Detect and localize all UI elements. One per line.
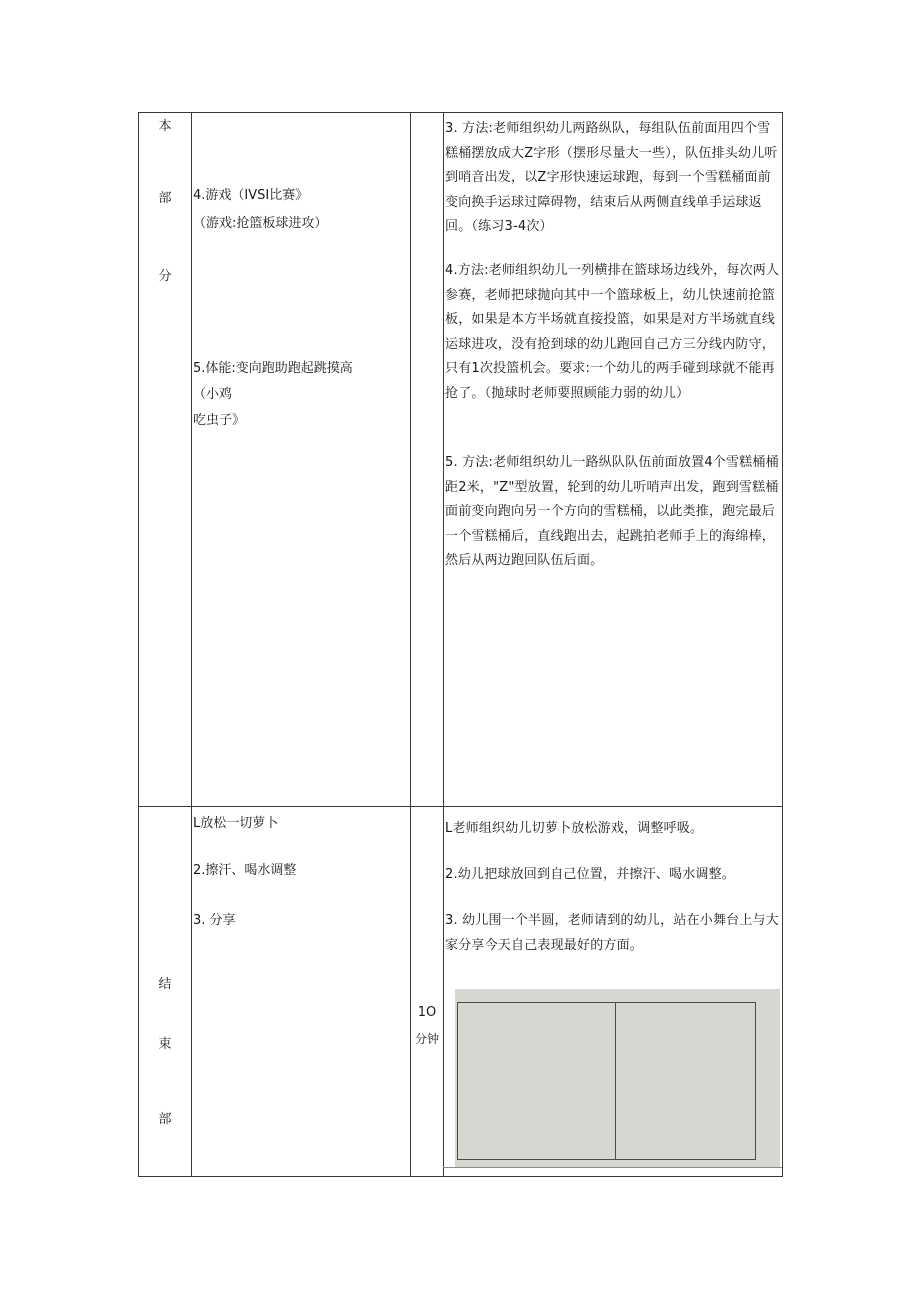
activity-fitness-title: 5.体能:变向跑助跑起跳摸高 <box>193 361 353 376</box>
section-label-char: 束 <box>158 1037 172 1052</box>
end-method-paragraph: 2.幼儿把球放回到自己位置，并擦汗、喝水调整。 <box>445 867 736 882</box>
embedded-figure-frame <box>457 1002 756 1160</box>
column-divider <box>191 113 192 1176</box>
method-paragraph: 5. 方法:老师组织幼儿一路纵队队伍前面放置4个雪糕桶桶距2米，"Z"型放置，轮到的幼儿听哨声出发，跑到雪糕桶面前变向跑向另一个方向的雪糕桶，以此类推，跑完最后一个雪糕桶后，直线跑出去，起跳拍老师手上的海绵棒，然后从两边跑回队伍后面。 <box>445 455 779 568</box>
section-label-char: 部 <box>158 191 172 206</box>
end-activity: 2.擦汗、喝水调整 <box>193 863 297 878</box>
duration-value: 1O <box>417 1005 437 1020</box>
section-label-char: 分 <box>158 269 172 284</box>
end-activity: L放松一切萝卜 <box>193 816 279 831</box>
end-method-paragraph: 3. 幼儿围一个半圆，老师请到的幼儿，站在小舞台上与大家分享今天自己表现最好的方面。 <box>445 913 779 953</box>
lesson-plan-table <box>138 112 783 1177</box>
method-paragraph: 4.方法:老师组织幼儿一列横排在篮球场边线外，每次两人参赛，老师把球抛向其中一个篮球板上，幼儿快速前抢篮板，如果是本方半场就直接投篮，如果是对方半场就直线运球进攻，没有抢到球的幼儿跑回自己方三分线内防守，只有1次投篮机会。要求:一个幼儿的两手碰到球就不能再抢了。（抛球时老师要照顾能力弱的幼儿） <box>445 263 780 401</box>
section-label-char: 部 <box>158 1112 172 1127</box>
column-divider <box>443 113 444 1176</box>
row-divider <box>139 806 782 807</box>
activity-game-subtitle: （游戏:抢篮板球进攻） <box>193 216 328 231</box>
duration-unit: 分钟 <box>414 1032 439 1046</box>
activity-game-title: 4.游戏（IVSI比赛》 <box>193 188 309 203</box>
section-label-char: 结 <box>158 977 172 992</box>
activity-fitness-subtitle-cont: 吃虫子》 <box>193 413 246 428</box>
end-activity: 3. 分享 <box>193 913 236 928</box>
embedded-figure-bottom-rule <box>443 1167 782 1168</box>
activity-fitness-subtitle: （小鸡 <box>193 387 233 402</box>
method-paragraph: 3. 方法:老师组织幼儿两路纵队，每组队伍前面用四个雪糕桶摆放成大Z字形（摆形尽量大一些），队伍排头幼儿听到哨音出发，以Z字形快速运球跑，每到一个雪糕桶面前变向换手运球过障碍物，结束后从两侧直线单手运球返回。（练习3-4次） <box>445 121 778 234</box>
section-label-char: 本 <box>158 119 172 134</box>
end-method-paragraph: L老师组织幼儿切萝卜放松游戏，调整呼吸。 <box>445 821 704 836</box>
embedded-figure-divider <box>615 1002 616 1160</box>
